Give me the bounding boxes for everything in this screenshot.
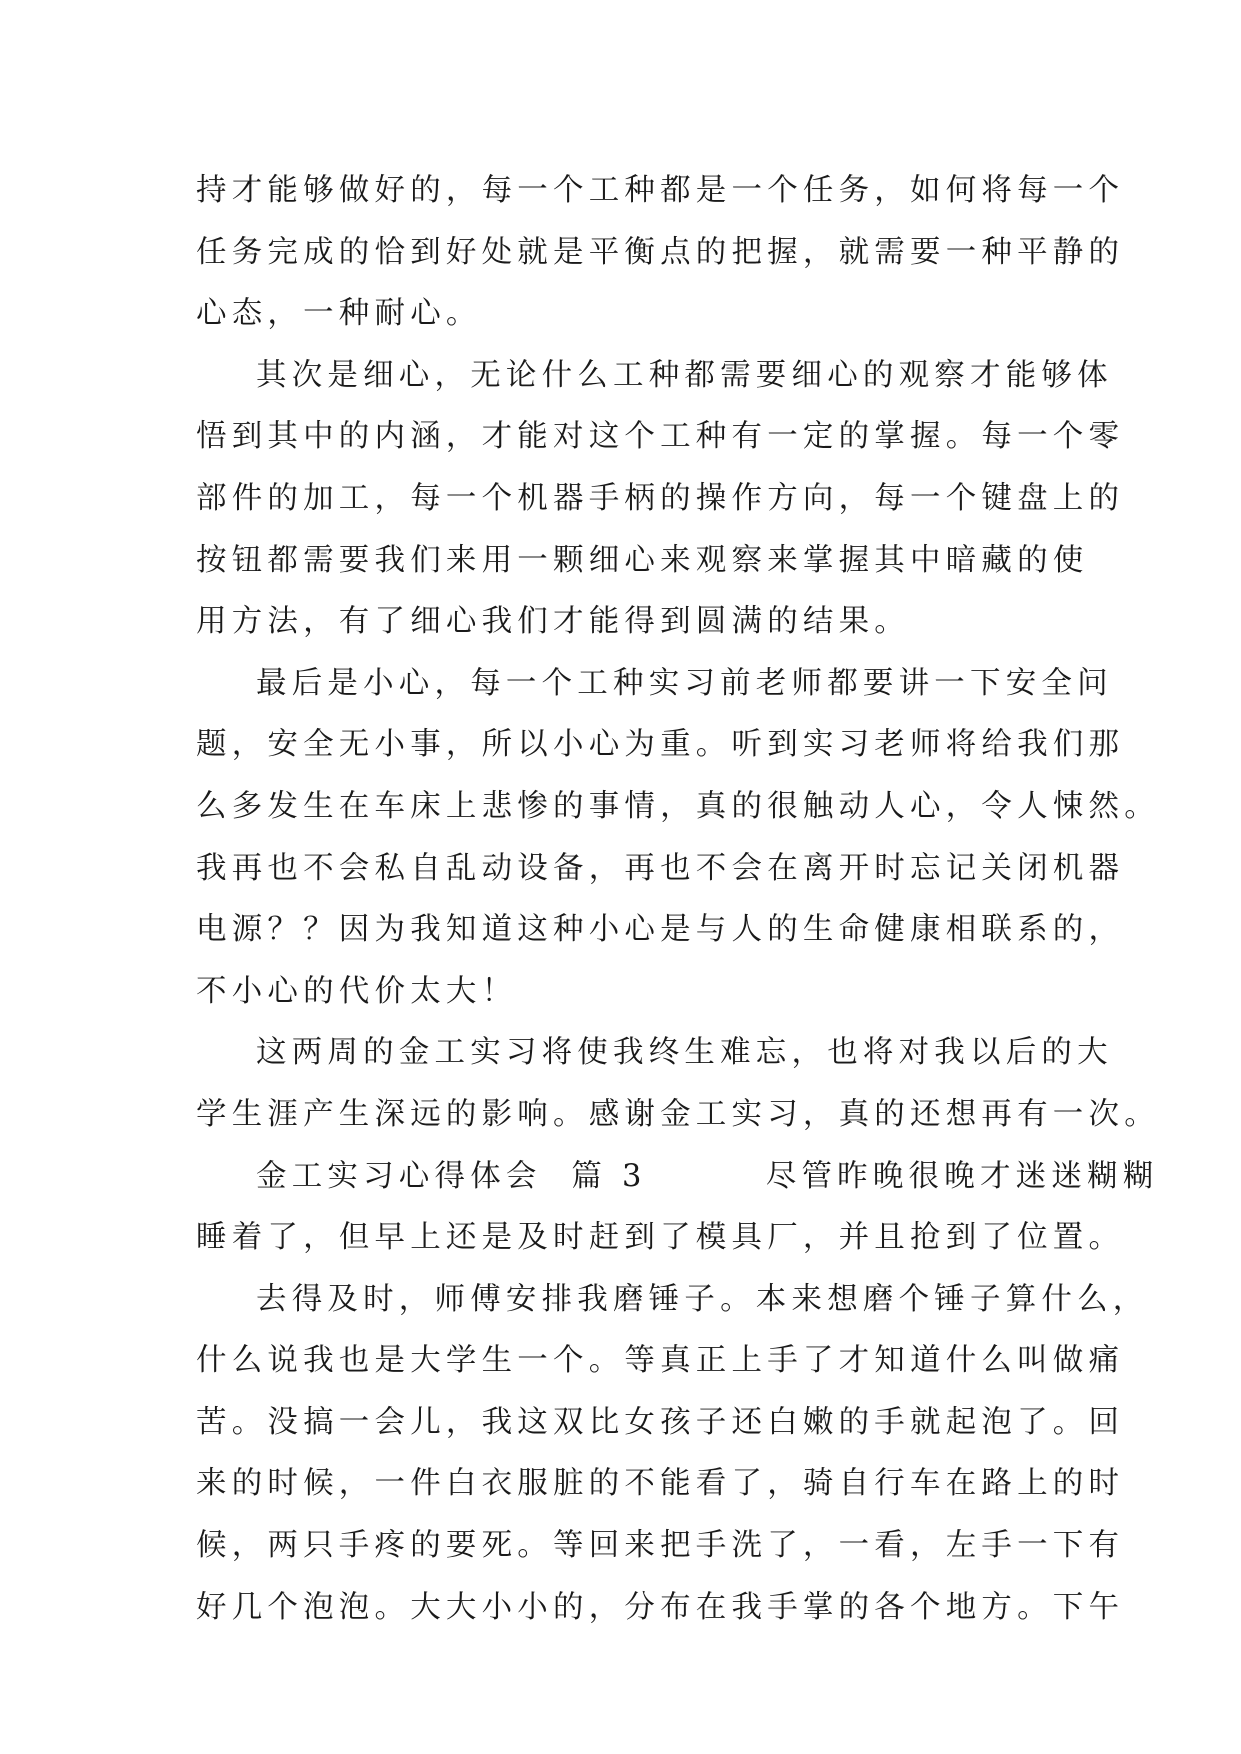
paragraph-patience-end [196, 160, 1125, 345]
text-line: 部件的加工，每一个机器手柄的操作方向，每一个键盘上的 [196, 480, 1125, 516]
text-line: 什么说我也是大学生一个。等真正上手了才知道什么叫做痛 [196, 1343, 1125, 1379]
paragraph-conclusion [196, 1022, 1160, 1145]
text-line: 任务完成的恰到好处就是平衡点的把握，就需要一种平静的 [196, 234, 1125, 270]
text-line: 心态，一种耐心。 [196, 296, 482, 332]
text-line: 按钮都需要我们来用一颗细心来观察来掌握其中暗藏的使 [196, 542, 1089, 578]
text-line: 最后是小心，每一个工种实习前老师都要讲一下安全问 [256, 665, 1113, 701]
text-line: 电源？？因为我知道这种小心是与人的生命健康相联系的， [196, 912, 1125, 948]
text-line: 持才能够做好的，每一个工种都是一个任务，如何将每一个 [196, 173, 1125, 208]
text-line: 用方法，有了细心我们才能得到圆满的结果。 [196, 604, 910, 640]
text-line: 悟到其中的内涵，才能对这个工种有一定的掌握。每一个零 [196, 419, 1125, 455]
text-line: 学生涯产生深远的影响。感谢金工实习，真的还想再有一次。 [196, 1096, 1160, 1132]
text-line: 睡着了，但早上还是及时赶到了模具厂，并且抢到了位置。 [196, 1220, 1125, 1256]
text-line: 来的时候，一件白衣服脏的不能看了，骑自行车在路上的时 [196, 1466, 1125, 1502]
text-line: 我再也不会私自乱动设备，再也不会在离开时忘记关闭机器 [196, 850, 1125, 886]
text-line: 这两周的金工实习将使我终生难忘，也将对我以后的大 [256, 1035, 1113, 1071]
text-line: 其次是细心，无论什么工种都需要细心的观察才能够体 [256, 357, 1113, 393]
text-line: 去得及时，师傅安排我磨锤子。本来想磨个锤子算什么， [256, 1281, 1149, 1317]
text-line: 候，两只手疼的要死。等回来把手洗了，一看，左手一下有 [196, 1528, 1125, 1564]
text-line: 不小心的代价太大！ [196, 973, 518, 1009]
paragraph-hammer-grinding [196, 1269, 1149, 1639]
text-line: 金工实习心得体会 篇 3 尽管昨晚很晚才迷迷糊糊 [256, 1158, 1159, 1194]
document-body [196, 160, 1160, 1638]
text-line: 题，安全无小事，所以小心为重。听到实习老师将给我们那 [196, 727, 1125, 763]
text-line: 苦。没搞一会儿，我这双比女孩子还白嫩的手就起泡了。回 [196, 1404, 1125, 1440]
text-line: 么多发生在车床上悲惨的事情，真的很触动人心，令人悚然。 [196, 788, 1160, 824]
text-line: 好几个泡泡。大大小小的，分布在我手掌的各个地方。下午 [196, 1589, 1125, 1625]
paragraph-caution [196, 653, 1160, 1023]
paragraph-carefulness [196, 345, 1125, 653]
paragraph-part-3-heading [196, 1146, 1159, 1269]
